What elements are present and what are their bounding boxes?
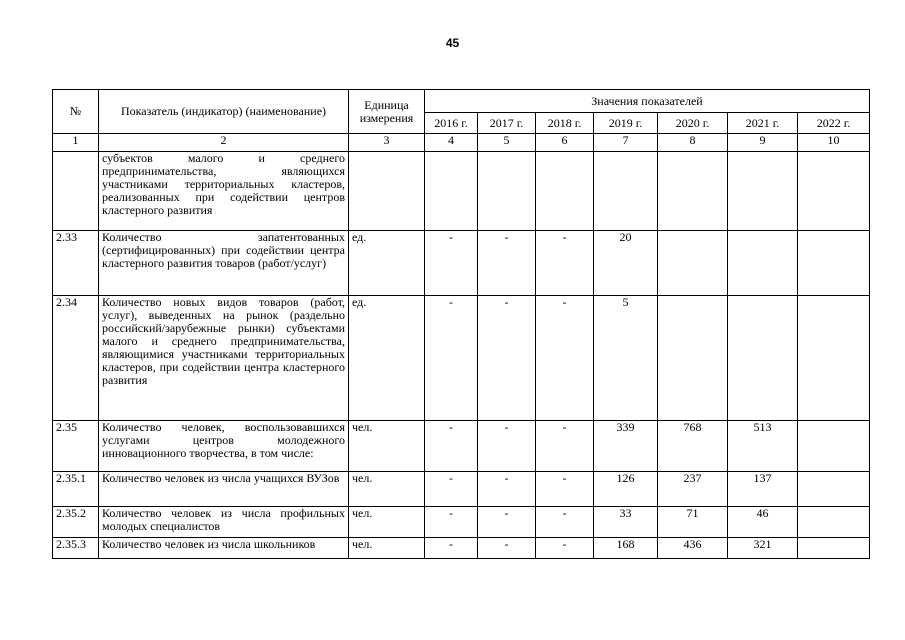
value-2016: -: [425, 231, 478, 296]
header-year: 2016 г.: [425, 113, 478, 134]
value-2020: 71: [658, 507, 728, 538]
value-2016: -: [425, 296, 478, 421]
value-2020: 237: [658, 472, 728, 507]
value-2019: 33: [594, 507, 658, 538]
value-2017: -: [478, 231, 536, 296]
column-number: 6: [536, 134, 594, 152]
value-2016: -: [425, 507, 478, 538]
table-row: [53, 507, 870, 538]
value-2017: -: [478, 507, 536, 538]
value-2018: -: [536, 421, 594, 472]
value-2016: -: [425, 472, 478, 507]
value-2016: -: [425, 421, 478, 472]
value-2021: [728, 296, 798, 421]
value-2022: [798, 152, 870, 231]
unit: [349, 152, 425, 231]
value-2020: [658, 296, 728, 421]
value-2021: 513: [728, 421, 798, 472]
indicator-name: Количество новых видов товаров (работ, услуг), выведенных на рынок (раздельно российский/зарубежные рынки) субъектами малого и среднего предпринимательства, являющимися участниками территориальных кластеров, при содействии центра кластерного развития: [99, 296, 349, 421]
value-2019: 126: [594, 472, 658, 507]
row-number: 2.33: [53, 231, 99, 296]
value-2020: [658, 152, 728, 231]
value-2021: [728, 152, 798, 231]
row-number: 2.34: [53, 296, 99, 421]
value-2021: [728, 231, 798, 296]
value-2019: 5: [594, 296, 658, 421]
indicator-name: Количество человек, воспользовавшихся услугами центров молодежного инновационного творчества, в том числе:: [99, 421, 349, 472]
column-number: 2: [99, 134, 349, 152]
value-2020: [658, 231, 728, 296]
indicator-name: Количество человек из числа профильных молодых специалистов: [99, 507, 349, 538]
value-2018: -: [536, 538, 594, 559]
value-2019: [594, 152, 658, 231]
header-values-group: Значения показателей: [425, 90, 870, 113]
value-2019: 339: [594, 421, 658, 472]
header-year: 2022 г.: [798, 113, 870, 134]
value-2017: -: [478, 538, 536, 559]
value-2022: [798, 296, 870, 421]
header-year: 2019 г.: [594, 113, 658, 134]
row-number: 2.35.1: [53, 472, 99, 507]
column-number: 1: [53, 134, 99, 152]
header-year: 2018 г.: [536, 113, 594, 134]
row-number: 2.35.3: [53, 538, 99, 559]
column-number: 7: [594, 134, 658, 152]
value-2017: -: [478, 296, 536, 421]
value-2018: -: [536, 296, 594, 421]
value-2021: 137: [728, 472, 798, 507]
row-number: 2.35: [53, 421, 99, 472]
value-2022: [798, 538, 870, 559]
value-2022: [798, 472, 870, 507]
column-number: 10: [798, 134, 870, 152]
table-row: [53, 421, 870, 472]
value-2017: -: [478, 472, 536, 507]
unit: чел.: [349, 421, 425, 472]
indicator-name: Количество запатентованных (сертифицированных) при содействии центра кластерного развития товаров (работ/услуг): [99, 231, 349, 296]
value-2018: -: [536, 231, 594, 296]
row-number: 2.35.2: [53, 507, 99, 538]
header-year: 2020 г.: [658, 113, 728, 134]
indicators-table: [52, 89, 870, 559]
value-2017: [478, 152, 536, 231]
value-2022: [798, 507, 870, 538]
table-row: [53, 296, 870, 421]
value-2021: 321: [728, 538, 798, 559]
table-row: [53, 472, 870, 507]
value-2018: -: [536, 507, 594, 538]
table-row: [53, 538, 870, 559]
row-number: [53, 152, 99, 231]
table-row: [53, 231, 870, 296]
column-number: 8: [658, 134, 728, 152]
header-num: №: [53, 90, 99, 134]
value-2022: [798, 231, 870, 296]
header-indicator-name: Показатель (индикатор) (наименование): [99, 90, 349, 134]
unit: чел.: [349, 472, 425, 507]
value-2016: [425, 152, 478, 231]
indicator-name: Количество человек из числа школьников: [99, 538, 349, 559]
column-number: 9: [728, 134, 798, 152]
value-2018: -: [536, 472, 594, 507]
unit: чел.: [349, 538, 425, 559]
unit: ед.: [349, 231, 425, 296]
column-number-row: [53, 134, 870, 152]
header-year: 2021 г.: [728, 113, 798, 134]
value-2018: [536, 152, 594, 231]
column-number: 3: [349, 134, 425, 152]
indicator-name: Количество человек из числа учащихся ВУЗов: [99, 472, 349, 507]
value-2021: 46: [728, 507, 798, 538]
column-number: 4: [425, 134, 478, 152]
value-2016: -: [425, 538, 478, 559]
table-row: [53, 152, 870, 231]
value-2020: 436: [658, 538, 728, 559]
indicator-name: субъектов малого и среднего предпринимательства, являющихся участниками территориальных кластеров, реализованных при содействии центров кластерного развития: [99, 152, 349, 231]
value-2020: 768: [658, 421, 728, 472]
unit: чел.: [349, 507, 425, 538]
column-number: 5: [478, 134, 536, 152]
value-2019: 168: [594, 538, 658, 559]
page-number: 45: [445, 36, 460, 50]
unit: ед.: [349, 296, 425, 421]
value-2019: 20: [594, 231, 658, 296]
header-year: 2017 г.: [478, 113, 536, 134]
value-2022: [798, 421, 870, 472]
value-2017: -: [478, 421, 536, 472]
header-unit: Единица измерения: [349, 90, 425, 134]
